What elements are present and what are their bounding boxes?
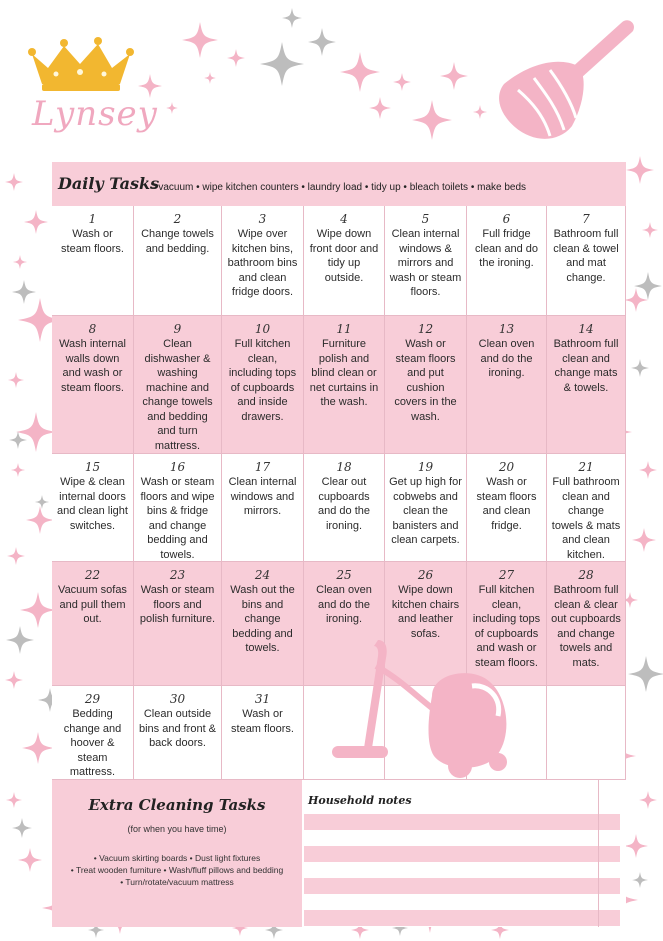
day-task: Furniture polish and blind clean or net curtains in the wash. — [309, 338, 379, 408]
household-notes-title: Household notes — [308, 794, 412, 807]
day-task: Clear out cupboards and do the ironing. — [318, 476, 370, 532]
day-task: Full bathroom clean and change towels & mats and clean kitchen. — [551, 476, 621, 561]
day-number: 27 — [498, 568, 515, 582]
day-task: Wash or steam floors and clean fridge. — [476, 476, 537, 532]
day-number: 22 — [84, 568, 101, 582]
day-number: 12 — [417, 322, 434, 336]
divider — [598, 780, 599, 927]
day-cell — [304, 454, 385, 562]
day-cell — [52, 454, 134, 562]
day-task: Wash out the bins and change bedding and towels. — [230, 584, 295, 654]
day-number: 17 — [254, 460, 271, 474]
day-cell — [385, 316, 467, 454]
day-task: Clean internal windows and mirrors. — [228, 476, 297, 517]
day-cell — [467, 316, 547, 454]
day-number: 20 — [498, 460, 515, 474]
day-cell — [304, 206, 385, 316]
day-number: 6 — [502, 212, 511, 226]
day-cell — [222, 316, 304, 454]
day-task: Clean dishwasher & washing machine and change towels and bedding and turn mattress. — [142, 338, 213, 452]
day-task: Wipe over kitchen bins, bathroom bins and clean fridge doors. — [227, 228, 298, 298]
extra-cleaning-panel — [52, 780, 302, 927]
list-item: • Vacuum skirting boards • Dust light fixtures — [93, 853, 261, 863]
day-number: 1 — [88, 212, 97, 226]
day-number: 18 — [336, 460, 352, 474]
day-cell — [52, 686, 134, 780]
brand-name: Lynsey — [32, 94, 158, 134]
day-task: Bedding change and hoover & steam mattress. — [63, 708, 122, 778]
day-task: Clean oven and do the ironing. — [316, 584, 372, 625]
day-number: 21 — [578, 460, 594, 474]
day-cell — [134, 316, 222, 454]
planner-sheet — [52, 162, 626, 927]
day-cell — [467, 454, 547, 562]
list-item: • Treat wooden furniture • Wash/fluff pillows and bedding — [70, 865, 284, 875]
day-task: Clean outside bins and front & back doors. — [138, 708, 217, 749]
day-cell — [547, 454, 626, 562]
day-number: 14 — [578, 322, 594, 336]
note-line[interactable] — [304, 814, 620, 830]
day-task: Wash or steam floors. — [231, 708, 294, 735]
day-cell — [52, 562, 134, 686]
day-number: 26 — [417, 568, 434, 582]
empty-cell — [547, 686, 626, 780]
day-cell — [52, 206, 134, 316]
day-number: 9 — [173, 322, 182, 336]
day-task: Bathroom full clean & clear out cupboards and change towels and mats. — [551, 584, 621, 669]
note-line[interactable] — [304, 910, 620, 926]
day-cell — [134, 206, 222, 316]
day-number: 5 — [421, 212, 430, 226]
day-cell — [385, 206, 467, 316]
note-line[interactable] — [304, 846, 620, 862]
broom-icon — [488, 4, 660, 154]
day-task: Wash or steam floors and wipe bins & fridge and change bedding and towels. — [140, 476, 215, 561]
day-cell — [222, 206, 304, 316]
day-task: Change towels and bedding. — [141, 228, 214, 255]
day-number: 16 — [169, 460, 186, 474]
day-task: Bathroom full clean & towel and mat change. — [553, 228, 619, 284]
day-task: Clean internal windows & mirrors and wash or steam floors. — [389, 228, 462, 298]
day-task: Full kitchen clean, including tops of cupboards and inside drawers. — [228, 338, 297, 423]
day-task: Get up high for cobwebs and clean the banisters and clean carpets. — [389, 476, 462, 546]
day-task: Vacuum sofas and pull them out. — [58, 584, 127, 625]
day-task: Full fridge clean and do the ironing. — [475, 228, 538, 269]
day-task: Wash or steam floors and put cushion covers in the wash. — [394, 338, 457, 423]
day-number: 25 — [336, 568, 352, 582]
day-number: 31 — [254, 692, 271, 706]
day-number: 15 — [84, 460, 101, 474]
day-number: 29 — [84, 692, 101, 706]
day-cell — [222, 686, 304, 780]
day-number: 10 — [254, 322, 271, 336]
day-task: Wipe & clean internal doors and clean light switches. — [57, 476, 128, 532]
daily-tasks-title: Daily Tasks — [58, 174, 160, 193]
day-task: Full kitchen clean, including tops of cupboards and wash or steam floors. — [472, 584, 541, 669]
day-cell — [385, 454, 467, 562]
day-task: Clean oven and do the ironing. — [478, 338, 535, 379]
brand-logo — [20, 24, 158, 144]
day-cell — [52, 316, 134, 454]
day-cell — [547, 316, 626, 454]
extra-cleaning-subtitle: (for when you have time) — [127, 824, 227, 834]
day-task: Wash internal walls down and wash or steam floors. — [59, 338, 126, 394]
day-number: 3 — [258, 212, 267, 226]
day-number: 19 — [417, 460, 434, 474]
day-cell — [467, 206, 547, 316]
day-task: Wash or steam floors and polish furniture. — [139, 584, 216, 625]
day-task: Wash or steam floors. — [61, 228, 124, 255]
day-number: 23 — [169, 568, 186, 582]
day-number: 13 — [498, 322, 515, 336]
day-cell — [222, 454, 304, 562]
day-number: 8 — [88, 322, 97, 336]
day-task: Bathroom full clean and change mats & towels. — [553, 338, 619, 394]
day-cell — [134, 562, 222, 686]
daily-tasks-header — [52, 162, 626, 206]
day-number: 28 — [578, 568, 594, 582]
day-number: 11 — [336, 322, 352, 336]
day-cell — [134, 454, 222, 562]
day-cell — [547, 562, 626, 686]
day-number: 24 — [254, 568, 271, 582]
day-number: 2 — [173, 212, 182, 226]
vacuum-icon — [328, 638, 528, 788]
day-task: Wipe down kitchen chairs and leather sofas. — [391, 584, 460, 640]
day-cell — [304, 316, 385, 454]
day-number: 4 — [340, 212, 348, 226]
day-task: Wipe down front door and tidy up outside. — [309, 228, 379, 284]
day-number: 7 — [582, 212, 590, 226]
extra-cleaning-title: Extra Cleaning Tasks — [88, 796, 266, 814]
day-cell — [222, 562, 304, 686]
daily-tasks-list: – vacuum • wipe kitchen counters • laundry load • tidy up • bleach toilets • make beds — [150, 182, 527, 193]
crown-icon — [20, 24, 140, 94]
note-line[interactable] — [304, 878, 620, 894]
day-cell — [547, 206, 626, 316]
extra-cleaning-list — [56, 852, 298, 888]
day-number: 30 — [169, 692, 186, 706]
household-notes-panel — [302, 780, 626, 927]
list-item: • Turn/rotate/vacuum mattress — [120, 877, 234, 887]
day-cell — [134, 686, 222, 780]
